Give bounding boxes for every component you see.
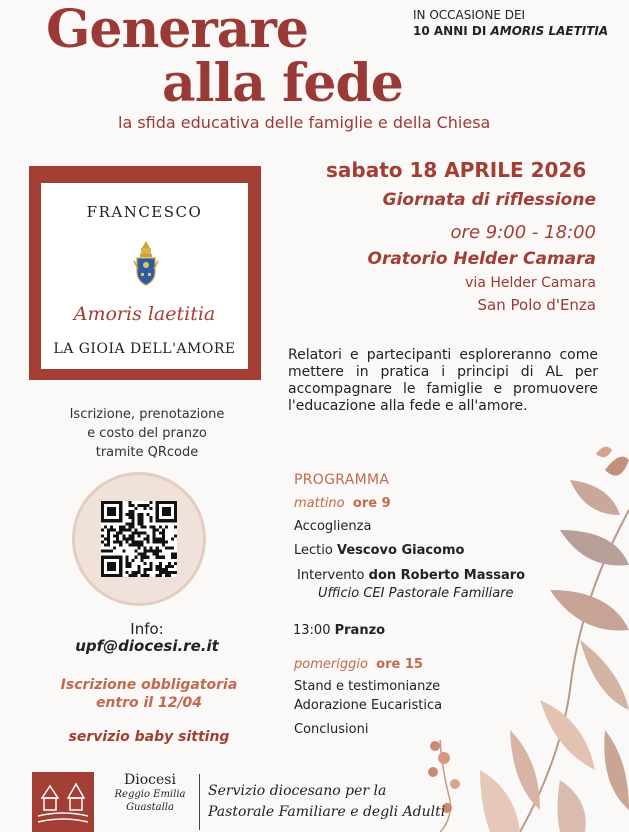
subtitle: la sfida educativa delle famiglie e della Chiesa bbox=[118, 113, 491, 132]
book-subtitle: LA GIOIA DELL'AMORE bbox=[53, 341, 236, 357]
program-item-talk-office: Ufficio CEI Pastorale Familiare bbox=[318, 586, 514, 601]
program-morning bbox=[294, 496, 391, 511]
occasion-line2 bbox=[413, 23, 608, 39]
event-type: Giornata di riflessione bbox=[382, 190, 596, 210]
program-lunch-time: 13:00 bbox=[293, 623, 335, 638]
book-cover-inner bbox=[41, 183, 248, 369]
mandatory-line2: entro il 12/04 bbox=[95, 695, 203, 711]
program-lunch-label: Pranzo bbox=[334, 623, 386, 638]
book-title-script: Amoris laetitia bbox=[73, 303, 216, 325]
program-item-talk-prefix: Intervento bbox=[297, 568, 369, 583]
leaf-branch-icon bbox=[420, 440, 629, 832]
program-heading: PROGRAMMA bbox=[294, 472, 390, 488]
service-name bbox=[208, 781, 445, 823]
program-afternoon bbox=[294, 657, 423, 672]
occasion-line1: IN OCCASIONE DEI bbox=[413, 8, 526, 22]
program-item-stands: Stand e testimonianze bbox=[294, 679, 441, 694]
papal-crest-icon bbox=[131, 239, 161, 287]
event-venue: Oratorio Helder Camara bbox=[367, 249, 596, 269]
diocese-line2: Guastalla bbox=[126, 802, 174, 813]
footer-divider bbox=[199, 774, 200, 830]
event-street: via Helder Camara bbox=[465, 275, 596, 291]
diocese-title: Diocesi bbox=[124, 772, 176, 788]
program-item-lectio-prefix: Lectio bbox=[294, 543, 337, 558]
babysitting-note: servizio baby sitting bbox=[68, 729, 230, 745]
registration-note bbox=[54, 405, 240, 462]
registration-line3: tramite QRcode bbox=[95, 445, 199, 460]
program-item-talk bbox=[297, 568, 525, 583]
program-afternoon-label: pomeriggio bbox=[294, 657, 368, 672]
event-town: San Polo d'Enza bbox=[477, 296, 596, 314]
info-label: Info: bbox=[130, 620, 164, 638]
mandatory-line1: Iscrizione obbligatoria bbox=[60, 677, 238, 693]
book-author: FRANCESCO bbox=[86, 203, 203, 221]
occasion-italic: AMORIS LAETITIA bbox=[490, 24, 609, 38]
event-description: Relatori e partecipanti esploreranno come mettere in pratica i principi di AL per accompagnare le famiglie e promuovere l'educazione alla fede e all'amore. bbox=[288, 347, 598, 414]
program-item-lectio-speaker: Vescovo Giacomo bbox=[336, 543, 465, 558]
program-item-lectio bbox=[294, 543, 464, 558]
program-item-adoration: Adorazione Eucaristica bbox=[294, 698, 443, 713]
program-item-welcome: Accoglienza bbox=[294, 519, 372, 534]
title-line1: Generare bbox=[46, 0, 308, 60]
service-line2: Pastorale Familiare e degli Adulti bbox=[208, 804, 446, 820]
mandatory-registration bbox=[44, 676, 254, 712]
registration-line2: e costo del pranzo bbox=[87, 426, 207, 441]
occasion-note bbox=[413, 7, 608, 39]
program-item-closing: Conclusioni bbox=[294, 722, 369, 737]
info-email[interactable]: upf@diocesi.re.it bbox=[75, 637, 219, 655]
event-hours: ore 9:00 - 18:00 bbox=[450, 222, 596, 243]
qr-code-icon[interactable] bbox=[101, 501, 177, 577]
registration-line1: Iscrizione, prenotazione bbox=[69, 407, 225, 422]
book-cover bbox=[29, 166, 261, 380]
diocese-logo-icon bbox=[32, 772, 94, 832]
event-date: sabato 18 APRILE 2026 bbox=[326, 158, 587, 182]
program-item-lunch bbox=[293, 623, 385, 638]
diocese-line1: Reggio Emilia bbox=[114, 789, 186, 800]
service-line1: Servizio diocesano per la bbox=[208, 783, 387, 799]
program-item-talk-speaker: don Roberto Massaro bbox=[368, 568, 526, 583]
program-morning-time: ore 9 bbox=[352, 496, 391, 511]
program-afternoon-time: ore 15 bbox=[376, 657, 423, 672]
diocese-name bbox=[108, 772, 192, 814]
program-morning-label: mattino bbox=[294, 496, 345, 511]
occasion-bold: 10 ANNI DI bbox=[413, 24, 491, 38]
title-line2: alla fede bbox=[162, 53, 403, 114]
